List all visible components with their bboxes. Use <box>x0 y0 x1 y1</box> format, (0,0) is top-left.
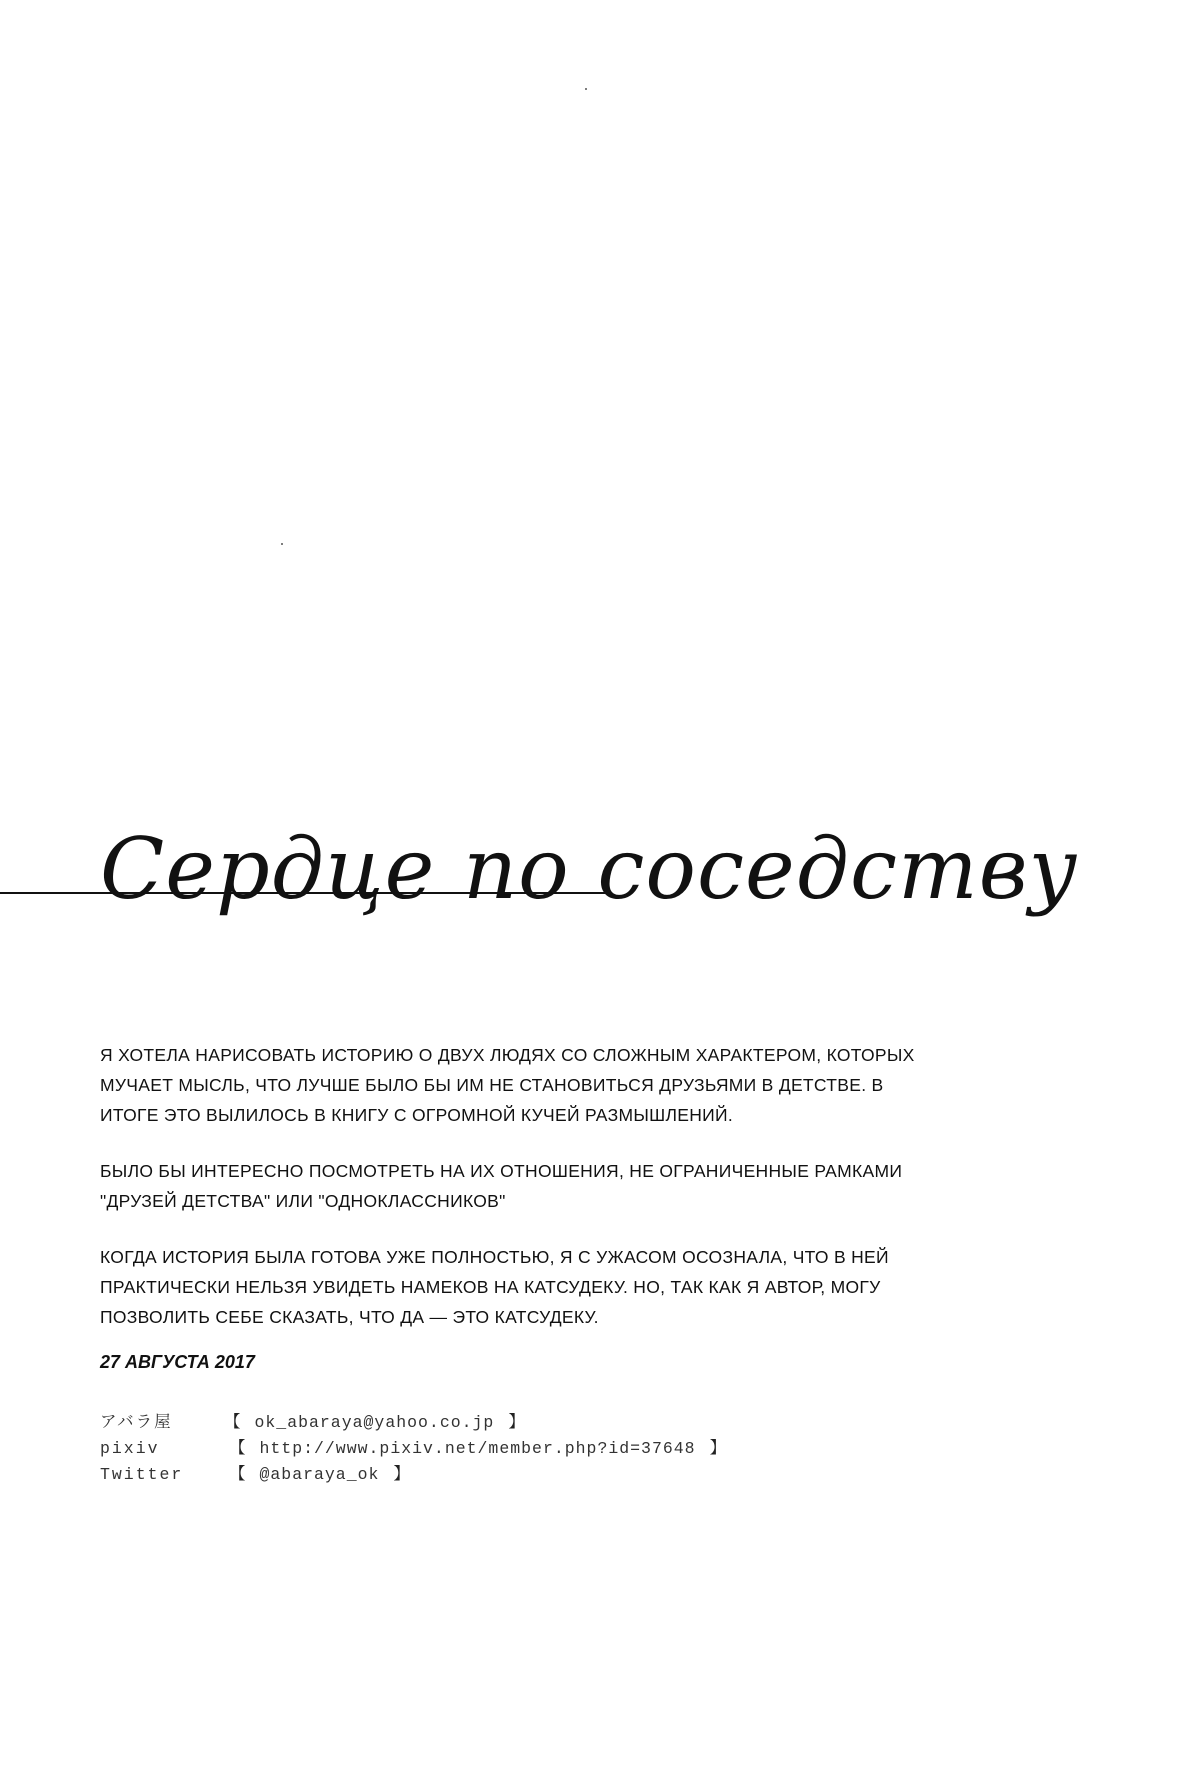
paragraph: Я ХОТЕЛА НАРИСОВАТЬ ИСТОРИЮ О ДВУХ ЛЮДЯХ СО СЛОЖНЫМ ХАРАКТЕРОМ, КОТОРЫХ МУЧАЕТ МЫСЛЬ, ЧТО ЛУЧШЕ БЫЛО БЫ ИМ НЕ СТАНОВИТЬСЯ ДРУЗЬЯМИ В ДЕТСТВЕ. В ИТОГЕ ЭТО ВЫЛИЛОСЬ В КНИГУ С ОГРОМНОЙ КУЧЕЙ РАЗМЫШЛЕНИЙ. <box>100 1045 915 1125</box>
contact-label: pixiv <box>100 1439 160 1458</box>
bracket-close: 】 <box>508 1413 525 1432</box>
contact-label: Twitter <box>100 1465 184 1484</box>
contact-email-link[interactable]: ok_abaraya@yahoo.co.jp <box>254 1413 495 1432</box>
page-title: Сердце по соседству <box>100 820 1079 918</box>
afterword-text <box>100 1040 920 1358</box>
contact-row-twitter <box>100 1462 740 1488</box>
contact-pixiv-link[interactable]: http://www.pixiv.net/member.php?id=37648 <box>259 1439 696 1458</box>
paper-speck <box>281 543 283 545</box>
bracket-close: 】 <box>393 1465 410 1484</box>
paper-speck <box>585 88 587 90</box>
title-block <box>0 820 1200 970</box>
contact-row-pixiv <box>100 1436 740 1462</box>
contact-row-email <box>100 1410 740 1436</box>
paragraph: КОГДА ИСТОРИЯ БЫЛА ГОТОВА УЖЕ ПОЛНОСТЬЮ, Я С УЖАСОМ ОСОЗНАЛА, ЧТО В НЕЙ ПРАКТИЧЕСКИ НЕЛЬЗЯ УВИДЕТЬ НАМЕКОВ НА КАТСУДЕКУ. НО, ТАК КАК Я АВТОР, МОГУ ПОЗВОЛИТЬ СЕБЕ СКАЗАТЬ, ЧТО ДА — ЭТО КАТСУДЕКУ. <box>100 1247 889 1327</box>
bracket-open: 【 <box>224 1413 241 1432</box>
contact-label: アバラ屋 <box>100 1413 173 1432</box>
bracket-close: 】 <box>709 1439 727 1458</box>
bracket-open: 【 <box>229 1465 246 1484</box>
bracket-open: 【 <box>229 1439 246 1458</box>
date: 27 АВГУСТА 2017 <box>100 1352 255 1372</box>
paragraph: БЫЛО БЫ ИНТЕРЕСНО ПОСМОТРЕТЬ НА ИХ ОТНОШЕНИЯ, НЕ ОГРАНИЧЕННЫЕ РАМКАМИ "ДРУЗЕЙ ДЕТСТВА" ИЛИ "ОДНОКЛАССНИКОВ" <box>100 1161 903 1211</box>
contact-twitter-link[interactable]: @abaraya_ok <box>259 1465 380 1484</box>
contacts <box>100 1410 740 1488</box>
